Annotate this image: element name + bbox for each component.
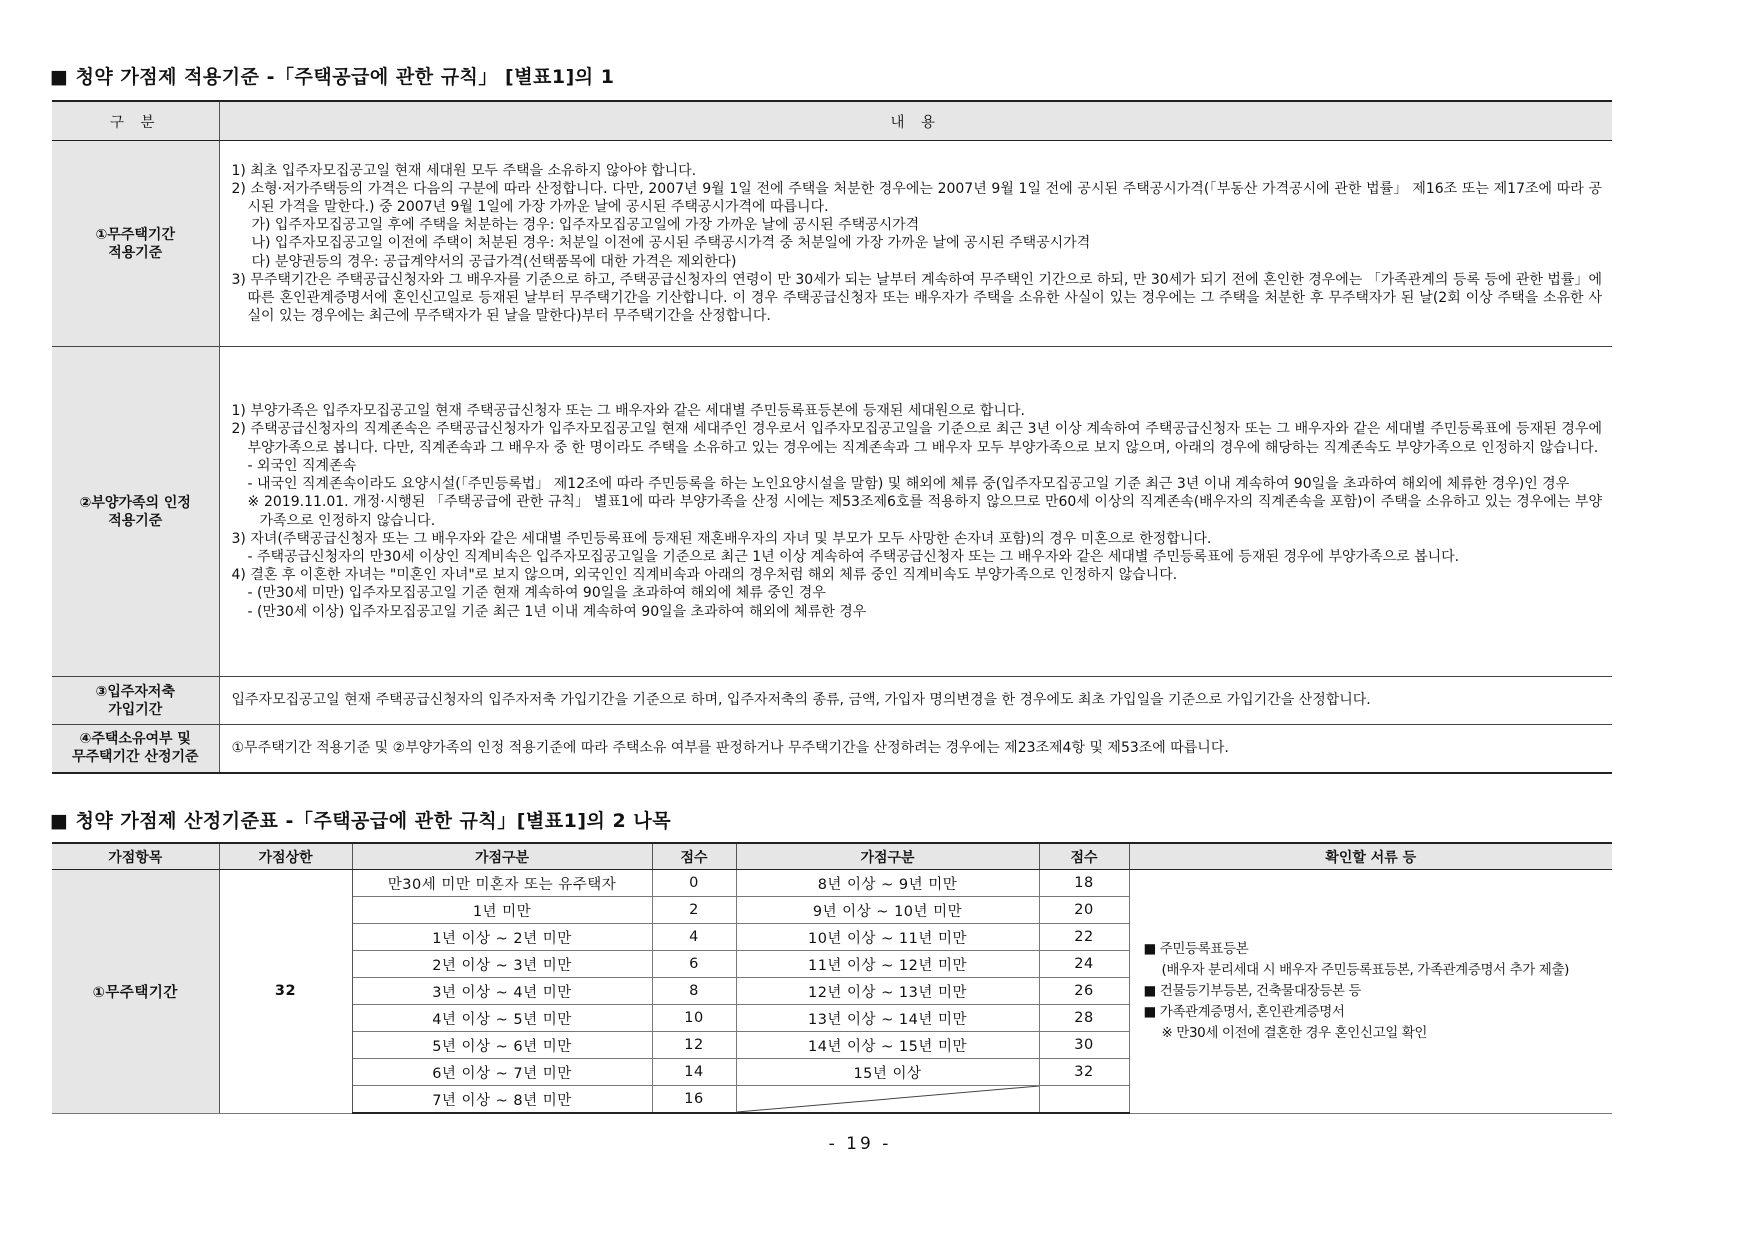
score-right-cell: 30 — [1039, 1032, 1129, 1059]
note-item: ※ 2019.11.01. 개정·시행된 「주택공급에 관한 규칙」 별표1에 따라 부양가족을 산정 시에는 제53조제6호를 적용하지 않으므로 만60세 이상의 직계존속(배우자의 직계존속을 포함)이 주택을 소유하고 있는 경우에는 부양가족으로 인정하지 않습니다. — [247, 494, 1602, 529]
table-header-row — [52, 101, 1612, 141]
content-text: ①무주택기간 적용기준 및 ②부양가족의 인정 적용기준에 따라 주택소유 여부를 판정하거나 무주택기간을 산정하려는 경우에는 제23조제4항 및 제53조에 따릅니다. — [231, 740, 1229, 757]
list-item: 1) 최초 입주자모집공고일 현재 세대원 모두 주택을 소유하지 않아야 합니다. — [231, 162, 697, 179]
table-row — [52, 870, 1612, 897]
score-left-cell: 6 — [652, 951, 736, 978]
score-right-cell: 26 — [1039, 978, 1129, 1005]
category-cell — [52, 725, 219, 773]
table-header-row — [52, 843, 1612, 870]
score-right-cell: 28 — [1039, 1005, 1129, 1032]
division-right-cell: 11년 이상 ~ 12년 미만 — [736, 951, 1039, 978]
division-left-cell: 1년 미만 — [352, 897, 652, 924]
empty-score-cell — [1039, 1086, 1129, 1114]
table-row — [52, 141, 1612, 347]
division-right-cell: 12년 이상 ~ 13년 미만 — [736, 978, 1039, 1005]
division-left-cell: 4년 이상 ~ 5년 미만 — [352, 1005, 652, 1032]
section-title-scoring-table: ■ 청약 가점제 산정기준표 -「주택공급에 관한 규칙」[별표1]의 2 나목 — [50, 810, 672, 832]
content-cell — [219, 725, 1612, 773]
division-label: 만30세 미만 미혼자 또는 유주택자 — [387, 876, 617, 893]
score-right-cell: 24 — [1039, 951, 1129, 978]
list-item: 2) 소형·저가주택등의 가격은 다음의 구분에 따라 산정합니다. 다만, 2007년 9월 1일 전에 주택을 처분한 경우에는 2007년 9월 1일 전에 공시된 주택공시가격(「부동산 가격공시에 관한 법률」 제16조 또는 제17조에 따라 공시된 가격을 말한다.) 중 2007년 9월 1일에 가장 가까운 날에 공시된 주택공시가격에 따릅니다. — [231, 180, 1602, 215]
diagonal-line — [737, 1086, 1039, 1112]
category-label: ②부양가족의 인정 적용기준 — [79, 494, 191, 529]
content-cell — [219, 677, 1612, 725]
document-note: ※ 만30세 이전에 결혼한 경우 혼인신고일 확인 — [1161, 1024, 1428, 1041]
list-item: - 주택공급신청자의 만30세 이상인 직계비속은 입주자모집공고일을 기준으로 최근 1년 이상 계속하여 주택공급신청자 또는 그 배우자와 같은 세대별 주민등록표에 등재된 경우에 부양가족으로 봅니다. — [247, 548, 1460, 565]
list-item: 2) 주택공급신청자의 직계존속은 주택공급신청자가 입주자모집공고일 현재 세대주인 경우로서 입주자모집공고일을 기준으로 최근 3년 이상 계속하여 주택공급신청자 또는 그 배우자와 같은 세대별 주민등록표에 등재된 경우에 부양가족으로 봅니다. 다만, 직계존속과 그 배우자 중 한 명이라도 주택을 소유하고 있는 경우에는 직계존속과 그 배우자 모두 부양가족으로 보지 않으며, 아래의 경우에 해당하는 직계존속도 부양가족으로 인정하지 않습니다. — [231, 421, 1602, 456]
list-item: 다) 분양권등의 경우: 공급계약서의 공급가격(선택품목에 대한 가격은 제외한다) — [251, 253, 737, 270]
list-item: 나) 입주자모집공고일 이전에 주택이 처분된 경우: 처분일 이전에 공시된 주택공시가격 중 처분일에 가장 가까운 날에 공시된 주택공시가격 — [251, 235, 1091, 252]
empty-diagonal-cell — [736, 1086, 1039, 1114]
score-left-cell: 14 — [652, 1059, 736, 1086]
division-left-cell: 7년 이상 ~ 8년 미만 — [352, 1086, 652, 1114]
category-cell — [52, 347, 219, 677]
score-right-cell: 18 — [1039, 870, 1129, 897]
score-left-cell: 8 — [652, 978, 736, 1005]
division-right-cell: 8년 이상 ~ 9년 미만 — [736, 870, 1039, 897]
list-item: - (만30세 미만) 입주자모집공고일 기준 현재 계속하여 90일을 초과하여 해외에 체류 중인 경우 — [247, 585, 826, 602]
score-right-cell: 32 — [1039, 1059, 1129, 1086]
list-item: - 내국인 직계존속이라도 요양시설(「주민등록법」 제12조에 따라 주민등록을 하는 노인요양시설을 말함) 및 해외에 체류 중(입주자모집공고일 기준 최근 3년 이내 계속하여 90일을 초과하여 해외에 체류한 경우)인 경우 — [247, 476, 1570, 493]
division-left-cell: 5년 이상 ~ 6년 미만 — [352, 1032, 652, 1059]
list-item: - (만30세 이상) 입주자모집공고일 기준 최근 1년 이내 계속하여 90일을 초과하여 해외에 체류한 경우 — [247, 603, 867, 620]
document-note: (배우자 분리세대 시 배우자 주민등록표등본, 가족관계증명서 추가 제출) — [1161, 961, 1569, 978]
header-item: 가점항목 — [52, 843, 219, 870]
table-row — [52, 725, 1612, 773]
category-label: ①무주택기간 적용기준 — [95, 226, 175, 261]
score-left-cell: 0 — [652, 870, 736, 897]
score-left-cell: 2 — [652, 897, 736, 924]
division-right-cell: 10년 이상 ~ 11년 미만 — [736, 924, 1039, 951]
content-cell — [219, 141, 1612, 347]
scoring-item-cell: ①무주택기간 — [52, 870, 219, 1114]
list-item: 가) 입주자모집공고일 후에 주택을 처분하는 경우: 입주자모집공고일에 가장 가까운 날에 공시된 주택공시가격 — [251, 217, 920, 234]
category-label: ③입주자저축 가입기간 — [95, 683, 175, 718]
header-category: 구 분 — [52, 101, 219, 141]
division-right-cell: 9년 이상 ~ 10년 미만 — [736, 897, 1039, 924]
header-division-left: 가점구분 — [352, 843, 652, 870]
header-documents: 확인할 서류 등 — [1129, 843, 1612, 870]
document-item: ■ 가족관계증명서, 혼인관계증명서 — [1143, 1003, 1345, 1020]
division-left-cell: 6년 이상 ~ 7년 미만 — [352, 1059, 652, 1086]
category-cell — [52, 677, 219, 725]
list-item: 4) 결혼 후 이혼한 자녀는 "미혼인 자녀"로 보지 않으며, 외국인인 직계비속과 아래의 경우처럼 해외 체류 중인 직계비속도 부양가족으로 인정하지 않습니다. — [231, 567, 1178, 584]
content-text: 입주자모집공고일 현재 주택공급신청자의 입주자저축 가입기간을 기준으로 하며, 입주자저축의 종류, 금액, 가입자 명의변경을 한 경우에도 최초 가입일을 기준으로 가입기간을 산정합니다. — [231, 692, 1371, 709]
list-item: 1) 부양가족은 입주자모집공고일 현재 주택공급신청자 또는 그 배우자와 같은 세대별 주민등록표등본에 등재된 세대원으로 합니다. — [231, 403, 1025, 420]
header-score-right: 점수 — [1039, 843, 1129, 870]
document-item: ■ 주민등록표등본 — [1143, 940, 1249, 957]
category-cell — [52, 141, 219, 347]
division-right-cell: 14년 이상 ~ 15년 미만 — [736, 1032, 1039, 1059]
header-score-left: 점수 — [652, 843, 736, 870]
score-right-cell: 22 — [1039, 924, 1129, 951]
scoring-limit-cell: 32 — [219, 870, 352, 1114]
content-cell — [219, 347, 1612, 677]
score-left-cell: 10 — [652, 1005, 736, 1032]
header-limit: 가점상한 — [219, 843, 352, 870]
documents-cell — [1129, 870, 1612, 1114]
section-title-scoring-criteria: ■ 청약 가점제 적용기준 -「주택공급에 관한 규칙」 [별표1]의 1 — [50, 66, 615, 88]
table-row — [52, 347, 1612, 677]
header-content: 내 용 — [219, 101, 1612, 141]
division-left-cell: 2년 이상 ~ 3년 미만 — [352, 951, 652, 978]
score-left-cell: 16 — [652, 1086, 736, 1114]
page-number: - 19 - — [828, 1134, 892, 1154]
category-label: ④주택소유여부 및 무주택기간 산정기준 — [71, 731, 199, 766]
score-right-cell: 20 — [1039, 897, 1129, 924]
division-left-cell: 1년 이상 ~ 2년 미만 — [352, 924, 652, 951]
score-left-cell: 4 — [652, 924, 736, 951]
list-item: 3) 자녀(주택공급신청자 또는 그 배우자와 같은 세대별 주민등록표에 등재된 재혼배우자의 자녀 및 부모가 모두 사망한 손자녀 포함)의 경우 미혼으로 한정합니다. — [231, 530, 1212, 547]
scoring-criteria-table — [52, 100, 1612, 774]
division-right-cell: 15년 이상 — [736, 1059, 1039, 1086]
division-left-cell — [352, 870, 652, 897]
list-item: - 외국인 직계존속 — [247, 457, 357, 474]
division-left-cell: 3년 이상 ~ 4년 미만 — [352, 978, 652, 1005]
scoring-standard-table — [52, 842, 1612, 1114]
document-item: ■ 건물등기부등본, 건축물대장등본 등 — [1143, 982, 1362, 999]
table-row — [52, 677, 1612, 725]
header-division-right: 가점구분 — [736, 843, 1039, 870]
division-right-cell: 13년 이상 ~ 14년 미만 — [736, 1005, 1039, 1032]
list-item: 3) 무주택기간은 주택공급신청자와 그 배우자를 기준으로 하고, 주택공급신청자의 연령이 만 30세가 되는 날부터 계속하여 무주택인 기간으로 하되, 만 30세가 되기 전에 혼인한 경우에는 「가족관계의 등록 등에 관한 법률」에 따른 혼인관계증명서에 혼인신고일로 등재된 날부터 무주택기간을 기산합니다. 이 경우 주택공급신청자 또는 배우자가 주택을 소유한 사실이 있는 경우에는 그 주택을 처분한 후 무주택자가 된 날(2회 이상 주택을 소유한 사실이 있는 경우에는 최근에 무주택자가 된 날을 말한다)부터 무주택기간을 산정합니다. — [231, 271, 1602, 325]
score-left-cell: 12 — [652, 1032, 736, 1059]
